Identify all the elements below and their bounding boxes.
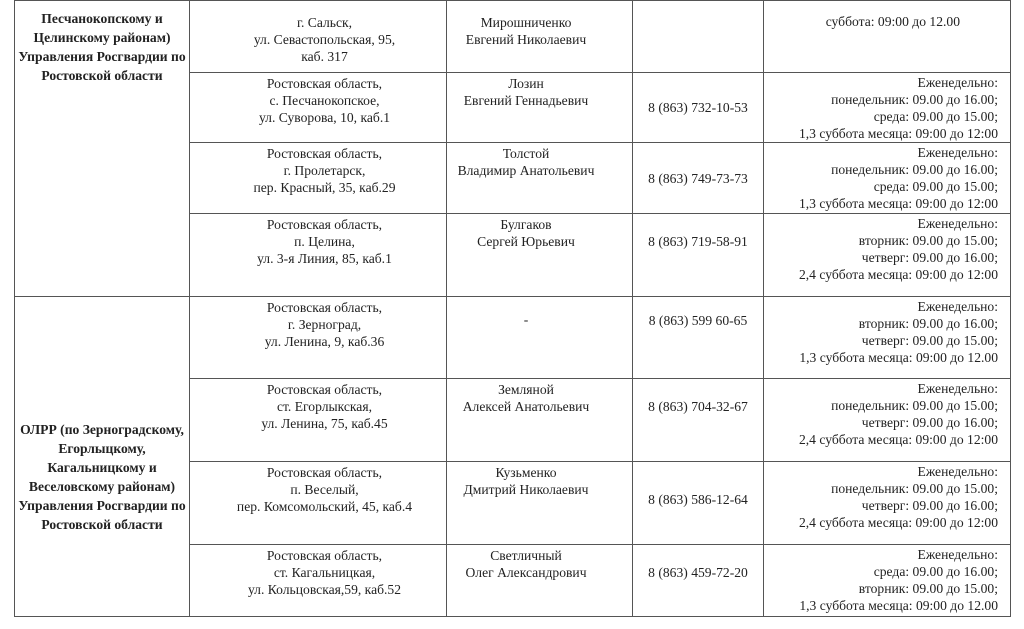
schedule-line: 1,3 суббота месяца: 09:00 до 12.00 [799, 598, 998, 613]
phone-cell: 8 (863) 704-32-67 [633, 379, 764, 462]
schedule-line: понедельник: 09.00 до 15.00; [831, 398, 998, 413]
schedule-line: Еженедельно: [917, 145, 998, 160]
schedule-cell [764, 73, 1011, 143]
address-line: Ростовская область, [266, 76, 383, 91]
person-cell [447, 214, 633, 297]
person-surname: Булгаков [500, 217, 552, 232]
phone-cell: 8 (863) 749-73-73 [633, 143, 764, 214]
address-line: Ростовская область, [266, 217, 383, 232]
person-surname: Лозин [508, 76, 544, 91]
person-cell [447, 462, 633, 545]
schedule-cell [764, 379, 1011, 462]
address-cell [190, 379, 447, 462]
address-cell [190, 1, 447, 73]
phone-cell: 8 (863) 719-58-91 [633, 214, 764, 297]
schedule-line: понедельник: 09.00 до 16.00; [831, 92, 998, 107]
schedule-line: Еженедельно: [917, 464, 998, 479]
address-line: п. Целина, [294, 234, 355, 249]
schedule-line: четверг: 09.00 до 16.00; [861, 498, 998, 513]
schedule-line: понедельник: 09.00 до 15.00; [831, 481, 998, 496]
phone-cell: 8 (863) 586-12-64 [633, 462, 764, 545]
schedule-cell [764, 143, 1011, 214]
schedule-line: 1,3 суббота месяца: 09:00 до 12.00 [799, 350, 998, 365]
person-surname: Мирошниченко [480, 15, 572, 30]
person-name: Дмитрий Николаевич [463, 482, 589, 497]
schedule-line: среда: 09.00 до 15.00; [873, 109, 998, 124]
person-name: Евгений Геннадьевич [463, 93, 589, 108]
schedule-line: Еженедельно: [917, 381, 998, 396]
person-cell [447, 297, 633, 379]
address-cell [190, 143, 447, 214]
person-name: Сергей Юрьевич [477, 234, 575, 249]
schedule-line: 2,4 суббота месяца: 09:00 до 12:00 [798, 267, 998, 282]
organization-cell: Песчанокопскому и Целинскому районам) Управления Росгвардии по Ростовской области [15, 1, 190, 297]
schedule-line: Еженедельно: [917, 299, 998, 314]
schedule-line: вторник: 09.00 до 16.00; [858, 316, 998, 331]
person-surname: Земляной [498, 382, 554, 397]
address-cell [190, 214, 447, 297]
address-line: г. Пролетарск, [283, 163, 366, 178]
schedule-line: суббота: 09:00 до 12.00 [825, 14, 960, 29]
schedule-line: четверг: 09.00 до 16.00; [861, 250, 998, 265]
address-line: каб. 317 [301, 49, 348, 64]
person-surname: Толстой [502, 146, 550, 161]
person-cell [447, 379, 633, 462]
person-name: Алексей Анатольевич [462, 399, 590, 414]
organization-cell: ОЛРР (по Зерноградскому, Егорлыцкому, Кагальницкому и Веселовскому районам) Управления Росгвардии по Ростовской области [15, 297, 190, 617]
schedule-line: среда: 09.00 до 15.00; [873, 179, 998, 194]
person-dash: - [523, 312, 529, 327]
table-row [15, 1, 1011, 73]
schedule-cell [764, 462, 1011, 545]
schedule-line: 1,3 суббота месяца: 09:00 до 12:00 [798, 196, 998, 211]
address-cell [190, 545, 447, 617]
address-cell [190, 73, 447, 143]
schedule-cell [764, 214, 1011, 297]
address-line: с. Песчанокопское, [269, 93, 380, 108]
schedule-line: вторник: 09.00 до 15.00; [858, 581, 998, 596]
schedule-line: 1,3 суббота месяца: 09:00 до 12:00 [798, 126, 998, 141]
table-row [15, 297, 1011, 379]
address-line: ул. Ленина, 75, каб.45 [261, 416, 388, 431]
address-cell [190, 462, 447, 545]
address-line: пер. Красный, 35, каб.29 [253, 180, 396, 195]
phone-cell: 8 (863) 459-72-20 [633, 545, 764, 617]
person-cell [447, 73, 633, 143]
address-cell [190, 297, 447, 379]
phone-cell [633, 1, 764, 73]
address-line: Ростовская область, [266, 548, 383, 563]
schedule-line: 2,4 суббота месяца: 09:00 до 12:00 [798, 515, 998, 530]
address-line: Ростовская область, [266, 146, 383, 161]
branch-schedule-table [14, 0, 1011, 617]
phone-cell: 8 (863) 599 60-65 [633, 297, 764, 379]
person-cell [447, 143, 633, 214]
address-line: ул. 3-я Линия, 85, каб.1 [257, 251, 392, 266]
schedule-line: вторник: 09.00 до 15.00; [858, 233, 998, 248]
person-cell [447, 545, 633, 617]
address-line: г. Зерноград, [287, 317, 362, 332]
address-line: ст. Кагальницкая, [273, 565, 376, 580]
schedule-line: четверг: 09.00 до 15.00; [861, 333, 998, 348]
address-line: ул. Ленина, 9, каб.36 [264, 334, 385, 349]
address-line: ул. Кольцовская,59, каб.52 [247, 582, 402, 597]
phone-cell: 8 (863) 732-10-53 [633, 73, 764, 143]
schedule-line: Еженедельно: [917, 75, 998, 90]
address-line: ул. Суворова, 10, каб.1 [258, 110, 391, 125]
address-line: Ростовская область, [266, 465, 383, 480]
person-cell [447, 1, 633, 73]
person-surname: Светличный [490, 548, 562, 563]
address-line: Ростовская область, [266, 300, 383, 315]
address-line: п. Веселый, [290, 482, 359, 497]
address-line: Ростовская область, [266, 382, 383, 397]
schedule-line: Еженедельно: [917, 216, 998, 231]
schedule-cell [764, 1, 1011, 73]
person-surname: Кузьменко [495, 465, 557, 480]
schedule-line: четверг: 09.00 до 16.00; [861, 415, 998, 430]
person-name: Владимир Анатольевич [457, 163, 595, 178]
address-line: ст. Егорлыкская, [276, 399, 372, 414]
address-line: пер. Комсомольский, 45, каб.4 [236, 499, 413, 514]
address-line: ул. Севастопольская, 95, [253, 32, 396, 47]
schedule-cell [764, 545, 1011, 617]
schedule-cell [764, 297, 1011, 379]
person-name: Олег Александрович [465, 565, 587, 580]
schedule-line: Еженедельно: [917, 547, 998, 562]
schedule-line: понедельник: 09.00 до 16.00; [831, 162, 998, 177]
address-line: г. Сальск, [296, 15, 353, 30]
schedule-line: 2,4 суббота месяца: 09:00 до 12:00 [798, 432, 998, 447]
schedule-line: среда: 09.00 до 16.00; [873, 564, 998, 579]
person-name: Евгений Николаевич [465, 32, 587, 47]
